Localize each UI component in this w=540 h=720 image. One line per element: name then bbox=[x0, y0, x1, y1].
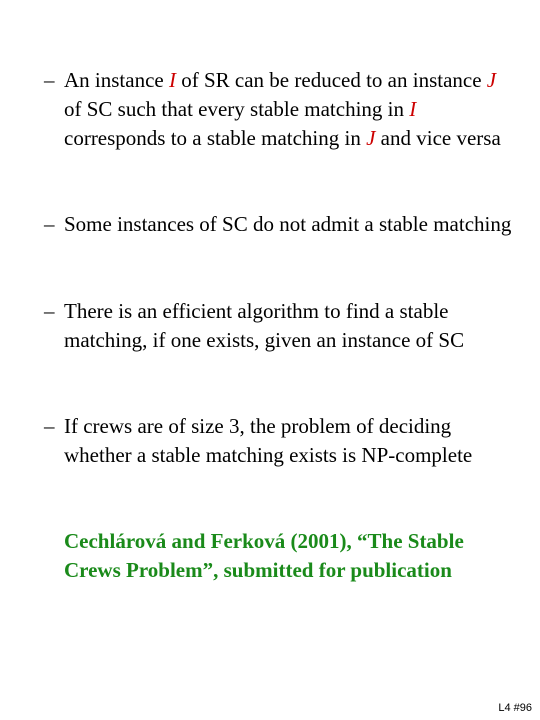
bullet-efficient-algorithm bbox=[44, 297, 514, 355]
bullet-no-stable-matching bbox=[44, 210, 514, 239]
bullet-text bbox=[44, 66, 514, 153]
bullet-np-complete bbox=[44, 412, 514, 470]
bullet-text-run: and vice versa bbox=[375, 126, 501, 150]
bullet-dash: – bbox=[44, 68, 55, 92]
bullet-dash: – bbox=[44, 299, 55, 323]
variable-symbol: J bbox=[366, 126, 376, 150]
bullet-text bbox=[44, 412, 514, 470]
variable-symbol: I bbox=[168, 68, 176, 92]
slide-number: L4 #96 bbox=[498, 702, 532, 714]
bullet-text bbox=[44, 210, 514, 239]
bullet-text-run: of SR can be reduced to an instance bbox=[175, 68, 487, 92]
bullet-dash: – bbox=[44, 414, 55, 438]
variable-symbol: I bbox=[409, 97, 417, 121]
bullet-text-run: If crews are of size 3, the problem of deciding whether a stable matching exists is NP-complete bbox=[64, 414, 473, 467]
bullet-dash: – bbox=[44, 212, 55, 236]
bullet-text bbox=[44, 297, 514, 355]
bullet-text-run: There is an efficient algorithm to find a stable matching, if one exists, given an instance of SC bbox=[64, 299, 465, 352]
variable-symbol: J bbox=[486, 68, 497, 92]
bullet-text-run: corresponds to a stable matching in bbox=[64, 126, 367, 150]
bullet-text-run: Some instances of SC do not admit a stable matching bbox=[64, 212, 512, 236]
citation: Cechlárová and Ferková (2001), “The Stable Crews Problem”, submitted for publication bbox=[64, 529, 464, 582]
bullet-text-run: of SC such that every stable matching in bbox=[64, 97, 410, 121]
bullet-text-run: An instance bbox=[64, 68, 169, 92]
bullet-reduction bbox=[44, 66, 514, 153]
